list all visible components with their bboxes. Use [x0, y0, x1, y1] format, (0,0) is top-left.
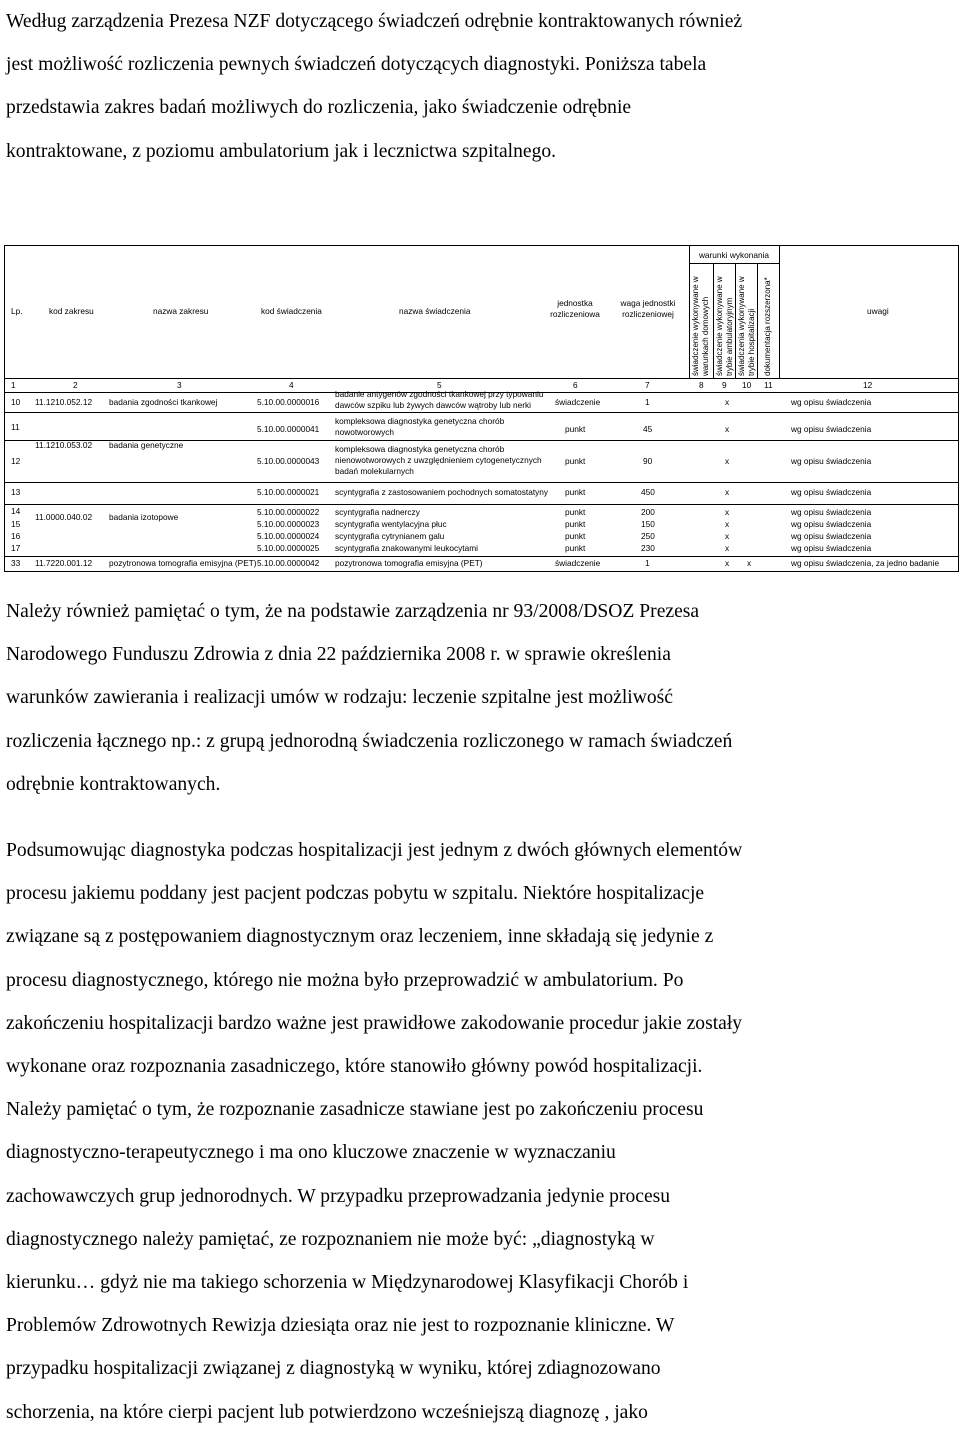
cell-nazwa: scyntygrafia nadnerczy	[335, 507, 420, 517]
text-line: schorzenia, na które cierpi pacjent lub potwierdzono wcześniejszą diagnozę , jako	[6, 1401, 648, 1423]
header-jednostka-line: jednostka	[557, 298, 593, 308]
cell-waga: 230	[641, 543, 655, 553]
cell-uwagi: wg opisu świadczenia	[791, 519, 872, 529]
cell-uwagi: wg opisu świadczenia	[791, 507, 872, 517]
text-line: Należy również pamiętać o tym, że na podstawie zarządzenia nr 93/2008/DSOZ Prezesa	[6, 601, 700, 622]
header-dokumentacja-line: dokumentacja rozszerzona*	[763, 277, 772, 376]
cell-uwagi: wg opisu świadczenia	[791, 424, 872, 434]
services-table	[4, 245, 959, 572]
cell-nazwa-line: badanie antygenów zgodności tkankowej przy typowaniu	[335, 389, 544, 399]
cell-waga: 200	[641, 507, 655, 517]
cell-c9: x	[725, 487, 730, 497]
text-line: Według zarządzenia Prezesa NZF dotyczącego świadczeń odrębnie kontraktowanych również	[6, 11, 743, 32]
header-waga-line: waga jednostki	[620, 298, 676, 308]
text-line: Narodowego Funduszu Zdrowia z dnia 22 października 2008 r. w sprawie określenia	[6, 644, 671, 666]
header-hospitalizacja-line: świadczenia wykonywane w	[737, 276, 746, 376]
cell-uwagi: wg opisu świadczenia	[791, 531, 872, 541]
header-hospitalizacja	[737, 276, 757, 376]
cell-nazwa-line: nienowotworowych z uwzględnieniem cytogenetycznych	[335, 455, 542, 465]
cell-nazwa	[335, 416, 504, 438]
header-nazwa-zakresu: nazwa zakresu	[153, 306, 209, 316]
text-line: diagnostycznego należy pamiętać, ze rozpoznaniem nie może być: „diagnostyką w	[6, 1228, 655, 1250]
colnum: 4	[289, 380, 294, 390]
intro-paragraph	[6, 0, 956, 173]
colnum: 10	[742, 380, 752, 390]
cell-nazwa: pozytronowa tomografia emisyjna (PET)	[335, 558, 483, 568]
cell-waga: 45	[643, 424, 653, 434]
text-line: procesu jakiemu poddany jest pacjent podczas pobytu w szpitalu. Niektóre hospitalizacje	[6, 883, 705, 905]
text-line: rozliczenia łącznego np.: z grupą jednorodną świadczenia rozliczonego w ramach świadczeń	[6, 730, 733, 752]
cell-nazwa: scyntygrafia znakowanymi leukocytami	[335, 543, 478, 553]
text-line: kontraktowane, z poziomu ambulatorium jak i lecznictwa szpitalnego.	[6, 140, 557, 162]
header-nazwa-swiadczenia: nazwa świadczenia	[399, 306, 471, 316]
text-line: zachowawczych grup jednorodnych. W przypadku przeprowadzania jedynie procesu	[6, 1185, 671, 1207]
cell-nazwa-zakresu: badania genetyczne	[109, 440, 184, 450]
cell-c9: x	[725, 519, 730, 529]
cell-lp: 16	[11, 531, 21, 541]
cell-lp: 17	[11, 543, 21, 553]
header-ambulatoryjne	[715, 276, 735, 376]
cell-nazwa: scyntygrafia z zastosowaniem pochodnych somatostatyny	[335, 487, 549, 497]
cell-nazwa-line: dawców szpiku lub żywych dawców wątroby lub nerki	[335, 400, 531, 410]
cell-kod: 5.10.00.0000021	[257, 487, 320, 497]
cell-nazwa-line: badań molekularnych	[335, 466, 414, 476]
cell-uwagi: wg opisu świadczenia	[791, 543, 872, 553]
cell-jednostka: świadczenie	[555, 397, 601, 407]
text-line: jest możliwość rozliczenia pewnych świadczeń dotyczących diagnostyki. Poniższa tabela	[6, 54, 707, 76]
colnum: 8	[699, 380, 704, 390]
header-waga	[613, 298, 683, 320]
text-line: diagnostyczno-terapeutycznego i ma ono kluczowe znaczenie w wyznaczaniu	[6, 1142, 616, 1164]
cell-nazwa: scyntygrafia cytrynianem galu	[335, 531, 445, 541]
text-line: warunków zawierania i realizacji umów w rodzaju: leczenie szpitalne jest możliwość	[6, 687, 674, 709]
cell-kod-zakresu: 11.1210.052.12	[35, 397, 93, 407]
colnum: 2	[73, 380, 78, 390]
header-hospitalizacja-line: trybie hospitalizacji	[747, 308, 756, 376]
header-jednostka-line: rozliczeniowa	[550, 309, 600, 319]
header-dokumentacja	[763, 277, 773, 376]
cell-uwagi: wg opisu świadczenia, za jedno badanie	[791, 558, 940, 568]
cell-nazwa-line: kompleksowa diagnostyka genetyczna chorób	[335, 416, 505, 426]
cell-jednostka: punkt	[565, 531, 586, 541]
cell-nazwa-line: nowotworowych	[335, 427, 395, 437]
colnum: 3	[177, 380, 182, 390]
cell-lp: 12	[11, 456, 21, 466]
colnum: 9	[722, 380, 727, 390]
header-ambulatoryjne-line: świadczenie wykonywane w	[715, 276, 724, 376]
colnum: 12	[863, 380, 873, 390]
cell-waga: 1	[645, 397, 650, 407]
cell-jednostka: świadczenie	[555, 558, 601, 568]
cell-jednostka: punkt	[565, 519, 586, 529]
cell-jednostka: punkt	[565, 487, 586, 497]
cell-nazwa	[335, 444, 542, 477]
cell-nazwa-zakresu: badania zgodności tkankowej	[109, 397, 218, 407]
header-waga-line: rozliczeniowej	[622, 309, 674, 319]
cell-jednostka: punkt	[565, 543, 586, 553]
cell-nazwa	[335, 389, 543, 411]
cell-jednostka: punkt	[565, 424, 586, 434]
header-domowe-line: świadczenie wykonywane w	[691, 276, 700, 376]
cell-kod: 5.10.00.0000042	[257, 558, 320, 568]
cell-c9: x	[725, 424, 730, 434]
cell-jednostka: punkt	[565, 456, 586, 466]
cell-waga: 250	[641, 531, 655, 541]
cell-lp: 33	[11, 558, 21, 568]
cell-kod-zakresu: 11.1210.053.02	[35, 440, 93, 450]
cell-nazwa: scyntygrafia wentylacyjna płuc	[335, 519, 447, 529]
cell-lp: 15	[11, 519, 21, 529]
cell-c9: x	[725, 543, 730, 553]
text-line: związane są z postępowaniem diagnostycznym oraz leczeniem, inne składają się jedynie z	[6, 926, 714, 948]
paragraph-podsumowanie	[6, 829, 956, 1434]
header-warunki: warunki wykonania	[698, 250, 770, 260]
text-line: Należy pamiętać o tym, że rozpoznanie zasadnicze stawiane jest po zakończeniu procesu	[6, 1099, 704, 1121]
header-uwagi: uwagi	[867, 306, 889, 316]
cell-kod: 5.10.00.0000025	[257, 543, 320, 553]
cell-c9: x	[725, 558, 730, 568]
text-line: Podsumowując diagnostyka podczas hospitalizacji jest jednym z dwóch głównych elementów	[6, 840, 743, 861]
cell-lp: 14	[11, 506, 21, 516]
header-kod-swiadczenia: kod świadczenia	[261, 306, 322, 316]
header-domowe	[691, 276, 711, 376]
cell-waga: 90	[643, 456, 653, 466]
cell-kod: 5.10.00.0000016	[257, 397, 320, 407]
cell-kod: 5.10.00.0000023	[257, 519, 320, 529]
header-jednostka	[545, 298, 605, 320]
text-line: odrębnie kontraktowanych.	[6, 773, 221, 795]
header-ambulatoryjne-line: trybie ambulatoryjnym	[725, 297, 734, 376]
colnum: 11	[764, 380, 773, 390]
cell-c9: x	[725, 456, 730, 466]
colnum: 7	[645, 380, 650, 390]
cell-kod: 5.10.00.0000022	[257, 507, 320, 517]
colnum: 1	[11, 380, 16, 390]
cell-lp: 11	[11, 422, 20, 432]
cell-c9: x	[725, 507, 730, 517]
cell-kod: 5.10.00.0000041	[257, 424, 320, 434]
paragraph-zarzadzenie	[6, 590, 956, 806]
cell-nazwa-zakresu: badania izotopowe	[109, 512, 179, 522]
header-lp: Lp.	[11, 306, 23, 316]
text-line: procesu diagnostycznego, którego nie można było przeprowadzić w ambulatorium. Po	[6, 969, 684, 991]
text-line: Problemów Zdrowotnych Rewizja dziesiąta oraz nie jest to rozpoznanie kliniczne. W	[6, 1315, 675, 1337]
cell-nazwa-zakresu: pozytronowa tomografia emisyjna (PET)	[109, 558, 257, 568]
cell-uwagi: wg opisu świadczenia	[791, 487, 872, 497]
cell-c9: x	[725, 397, 730, 407]
cell-nazwa-line: kompleksowa diagnostyka genetyczna chorób	[335, 444, 505, 454]
colnum: 6	[573, 380, 578, 390]
cell-kod-zakresu: 11.0000.040.02	[35, 512, 93, 522]
colnum: 5	[437, 380, 442, 390]
cell-kod-zakresu: 11.7220.001.12	[35, 558, 93, 568]
cell-c10: x	[747, 558, 752, 568]
cell-lp: 10	[11, 397, 21, 407]
cell-uwagi: wg opisu świadczenia	[791, 456, 872, 466]
cell-lp: 13	[11, 487, 21, 497]
cell-waga: 1	[645, 558, 650, 568]
text-line: kierunku… gdyż nie ma takiego schorzenia w Międzynarodowej Klasyfikacji Chorób i	[6, 1272, 689, 1294]
header-kod-zakresu: kod zakresu	[49, 306, 94, 316]
cell-jednostka: punkt	[565, 507, 586, 517]
cell-waga: 450	[641, 487, 655, 497]
cell-waga: 150	[641, 519, 655, 529]
cell-uwagi: wg opisu świadczenia	[791, 397, 872, 407]
text-line: przedstawia zakres badań możliwych do rozliczenia, jako świadczenie odrębnie	[6, 97, 632, 119]
text-line: przypadku hospitalizacji związanej z diagnostyką w wyniku, której zdiagnozowano	[6, 1358, 661, 1380]
cell-c9: x	[725, 531, 730, 541]
header-domowe-line: warunkach domowych	[701, 296, 710, 376]
cell-kod: 5.10.00.0000024	[257, 531, 320, 541]
text-line: wykonane oraz rozpoznania zasadniczego, które stanowiło główny powód hospitalizacji.	[6, 1056, 703, 1078]
cell-kod: 5.10.00.0000043	[257, 456, 320, 466]
text-line: zakończeniu hospitalizacji bardzo ważne jest prawidłowe zakodowanie procedur jakie zostały	[6, 1012, 743, 1034]
